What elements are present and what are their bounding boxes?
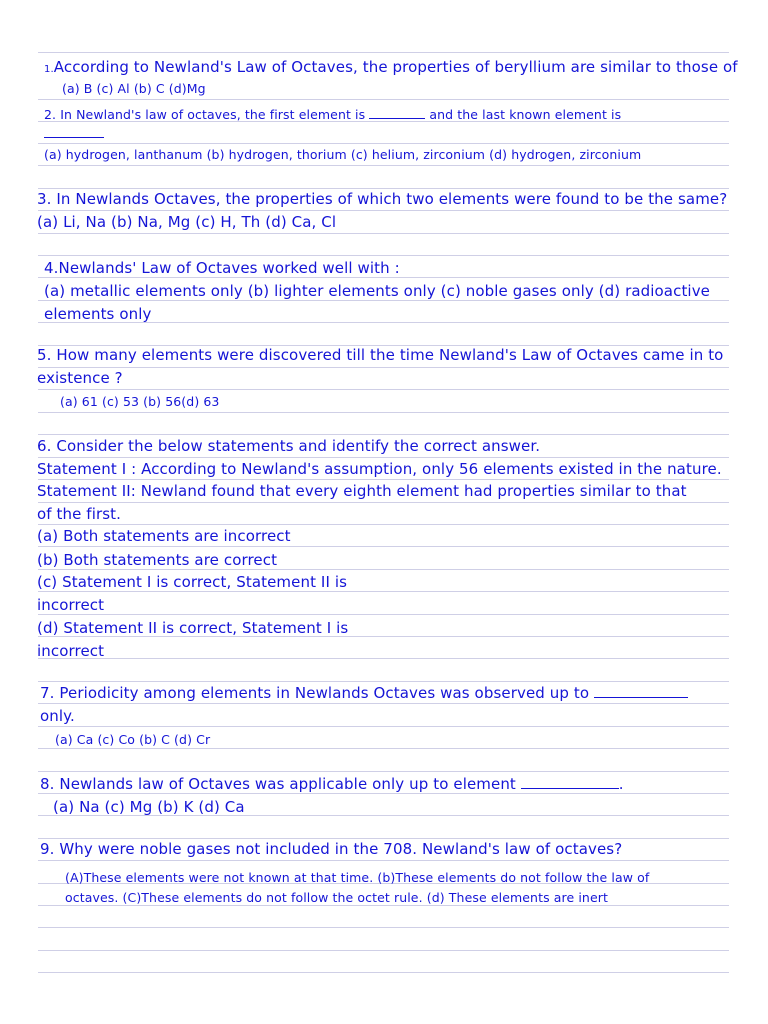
question-text-cont: and the last known element is <box>429 107 622 122</box>
question-6-option-a: (a) Both statements are incorrect <box>37 527 291 545</box>
ruled-line <box>38 950 729 951</box>
ruled-line <box>38 210 729 211</box>
question-9-options: (A)These elements were not known at that time. (b)These elements do not follow the law of <box>65 870 650 885</box>
ruled-line <box>38 524 729 525</box>
ruled-line <box>38 255 729 256</box>
ruled-line <box>38 389 729 390</box>
ruled-line <box>38 300 729 301</box>
question-6-option-b: (b) Both statements are correct <box>37 551 278 569</box>
ruled-line <box>38 165 729 166</box>
question-7-cont: only. <box>40 707 75 725</box>
question-text-end: . <box>618 775 624 793</box>
ruled-line <box>38 479 729 480</box>
question-text: 2. In Newland's law of octaves, the first element is <box>44 107 366 122</box>
ruled-line <box>38 972 729 973</box>
question-6-option-d: (d) Statement II is correct, Statement I is <box>37 619 349 637</box>
ruled-line <box>38 277 729 278</box>
question-5-options: (a) 61 (c) 53 (b) 56(d) 63 <box>60 394 220 409</box>
ruled-line <box>38 726 729 727</box>
answer-blank <box>594 685 688 698</box>
question-5-cont: existence ? <box>37 369 123 387</box>
ruled-line <box>38 591 729 592</box>
ruled-line <box>38 99 729 100</box>
ruled-line <box>38 927 729 928</box>
question-7 <box>40 684 688 702</box>
question-8-options: (a) Na (c) Mg (b) K (d) Ca <box>53 798 245 816</box>
ruled-line <box>38 546 729 547</box>
question-2-options: (a) hydrogen, lanthanum (b) hydrogen, thorium (c) helium, zirconium (d) hydrogen, zirconium <box>44 147 642 162</box>
answer-blank <box>369 106 425 119</box>
ruled-line <box>38 905 729 906</box>
answer-blank <box>44 125 104 138</box>
ruled-line <box>38 367 729 368</box>
ruled-line <box>38 412 729 413</box>
question-6-option-c-cont: incorrect <box>37 596 105 614</box>
ruled-line <box>38 860 729 861</box>
question-1-options: (a) B (c) Al (b) C (d)Mg <box>62 81 206 96</box>
question-9-options-cont: octaves. (C)These elements do not follow the octet rule. (d) These elements are inert <box>65 890 608 905</box>
ruled-line <box>38 614 729 615</box>
question-1 <box>44 58 738 79</box>
question-number: 1. <box>44 64 54 75</box>
question-6-statement-2: Statement II: Newland found that every eighth element had properties similar to that <box>37 482 687 500</box>
ruled-line <box>38 569 729 570</box>
question-4-options-cont: elements only <box>44 305 152 323</box>
ruled-line <box>38 748 729 749</box>
question-9: 9. Why were noble gases not included in the 708. Newland's law of octaves? <box>40 840 623 858</box>
question-7-options: (a) Ca (c) Co (b) C (d) Cr <box>55 732 211 747</box>
question-6-option-d-cont: incorrect <box>37 642 105 660</box>
answer-blank <box>521 776 619 789</box>
ruled-line <box>38 838 729 839</box>
question-6-statement-2-cont: of the first. <box>37 505 121 523</box>
question-text: 8. Newlands law of Octaves was applicable only up to element <box>40 775 516 793</box>
ruled-line <box>38 52 729 53</box>
ruled-line <box>38 188 729 189</box>
ruled-line <box>38 457 729 458</box>
question-5: 5. How many elements were discovered till the time Newland's Law of Octaves came in to <box>37 346 724 364</box>
question-3-options: (a) Li, Na (b) Na, Mg (c) H, Th (d) Ca, Cl <box>37 213 337 231</box>
question-4-options: (a) metallic elements only (b) lighter elements only (c) noble gases only (d) radioactive <box>44 282 710 300</box>
ruled-line <box>38 143 729 144</box>
question-text: According to Newland's Law of Octaves, the properties of beryllium are similar to those of <box>53 58 738 76</box>
ruled-line <box>38 771 729 772</box>
ruled-line <box>38 434 729 435</box>
question-6-option-c: (c) Statement I is correct, Statement II is <box>37 573 348 591</box>
question-text: 7. Periodicity among elements in Newlands Octaves was observed up to <box>40 684 590 702</box>
ruled-line <box>38 703 729 704</box>
question-2 <box>44 106 621 122</box>
ruled-line <box>38 793 729 794</box>
ruled-line <box>38 681 729 682</box>
ruled-line <box>38 658 729 659</box>
ruled-line <box>38 502 729 503</box>
question-4: 4.Newlands' Law of Octaves worked well with : <box>44 259 400 277</box>
question-6-statement-1: Statement I : According to Newland's assumption, only 56 elements existed in the nature. <box>37 460 722 478</box>
question-6: 6. Consider the below statements and identify the correct answer. <box>37 437 541 455</box>
question-3: 3. In Newlands Octaves, the properties of which two elements were found to be the same? <box>37 190 728 208</box>
question-8 <box>40 775 624 793</box>
ruled-line <box>38 233 729 234</box>
